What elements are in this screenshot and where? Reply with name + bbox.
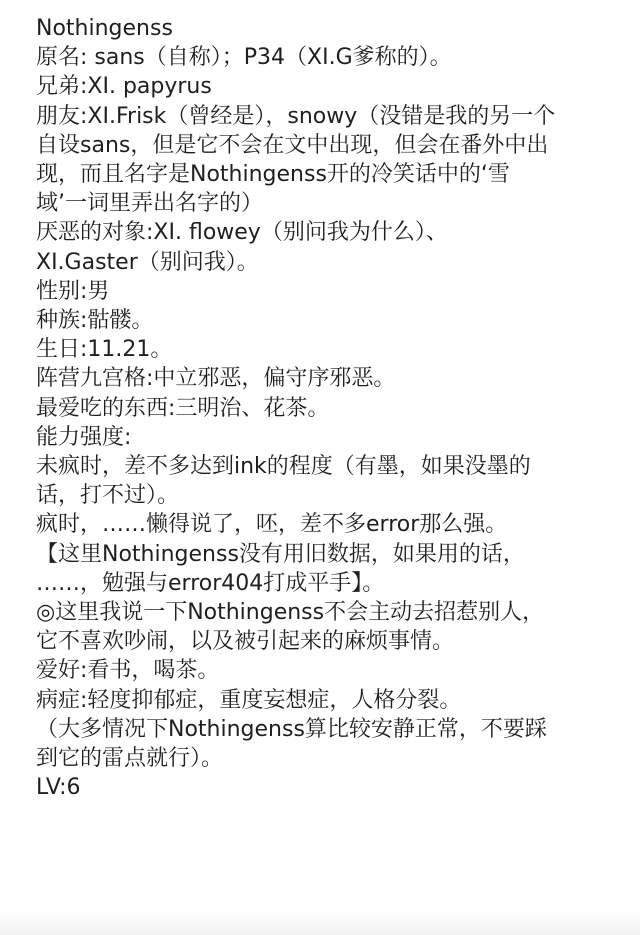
bottom-shadow xyxy=(0,909,640,935)
profile-name: Nothingenss xyxy=(36,16,173,41)
friends-line-cont-3: 域’一词里弄出名字的） xyxy=(36,191,263,217)
friends-line-cont-1: 自设sans，但是它不会在文中出现，但会在番外中出 xyxy=(36,132,549,158)
power-level-heading: 能力强度: xyxy=(36,424,132,450)
dislikes-line: 厌恶的对象:XI. flowey（别问我为什么）、 xyxy=(36,220,448,246)
power-note-line: 【这里Nothingenss没有用旧数据，如果用的话， xyxy=(36,541,525,567)
hobbies-line: 爱好:看书，喝茶。 xyxy=(36,658,220,684)
conditions-note-line-cont: 到它的雷点就行）。 xyxy=(36,746,224,772)
personality-note-line-cont: 它不喜欢吵闹，以及被引起来的麻烦事情。 xyxy=(36,629,455,655)
species-line: 种族:骷髅。 xyxy=(36,308,154,334)
conditions-line: 病症:轻度抑郁症，重度妄想症，人格分裂。 xyxy=(36,687,462,713)
gender-line: 性别:男 xyxy=(36,278,110,304)
friends-line-cont-2: 现，而且名字是Nothingenss开的冷笑话中的‘雪 xyxy=(36,162,510,188)
dislikes-line-cont: XI.Gaster（别问我）。 xyxy=(36,249,259,275)
power-insane-line: 疯时，……懒得说了，呸，差不多error那么强。 xyxy=(36,512,508,538)
brother-line: 兄弟:XI. papyrus xyxy=(36,74,212,100)
conditions-note-line: （大多情况下Nothingenss算比较安静正常，不要踩 xyxy=(36,716,547,742)
personality-note-line: ◎这里我说一下Nothingenss不会主动去招惹别人， xyxy=(36,600,545,626)
original-name-line: 原名: sans（自称）；P34（XI.G爹称的）。 xyxy=(36,45,452,71)
power-note-line-cont: ……，勉强与error404打成平手】。 xyxy=(36,570,385,596)
alignment-line: 阵营九宫格:中立邪恶，偏守序邪恶。 xyxy=(36,366,396,392)
level-line: LV:6 xyxy=(36,775,81,801)
power-sane-line: 未疯时，差不多达到ink的程度（有墨，如果没墨的 xyxy=(36,454,531,480)
favorite-food-line: 最爱吃的东西:三明治、花茶。 xyxy=(36,395,330,421)
character-profile-text xyxy=(36,14,616,802)
power-sane-line-cont: 话，打不过）。 xyxy=(36,483,180,509)
friends-line: 朋友:XI.Frisk（曾经是），snowy（没错是我的另一个 xyxy=(36,103,556,129)
birthday-line: 生日:11.21。 xyxy=(36,337,173,363)
